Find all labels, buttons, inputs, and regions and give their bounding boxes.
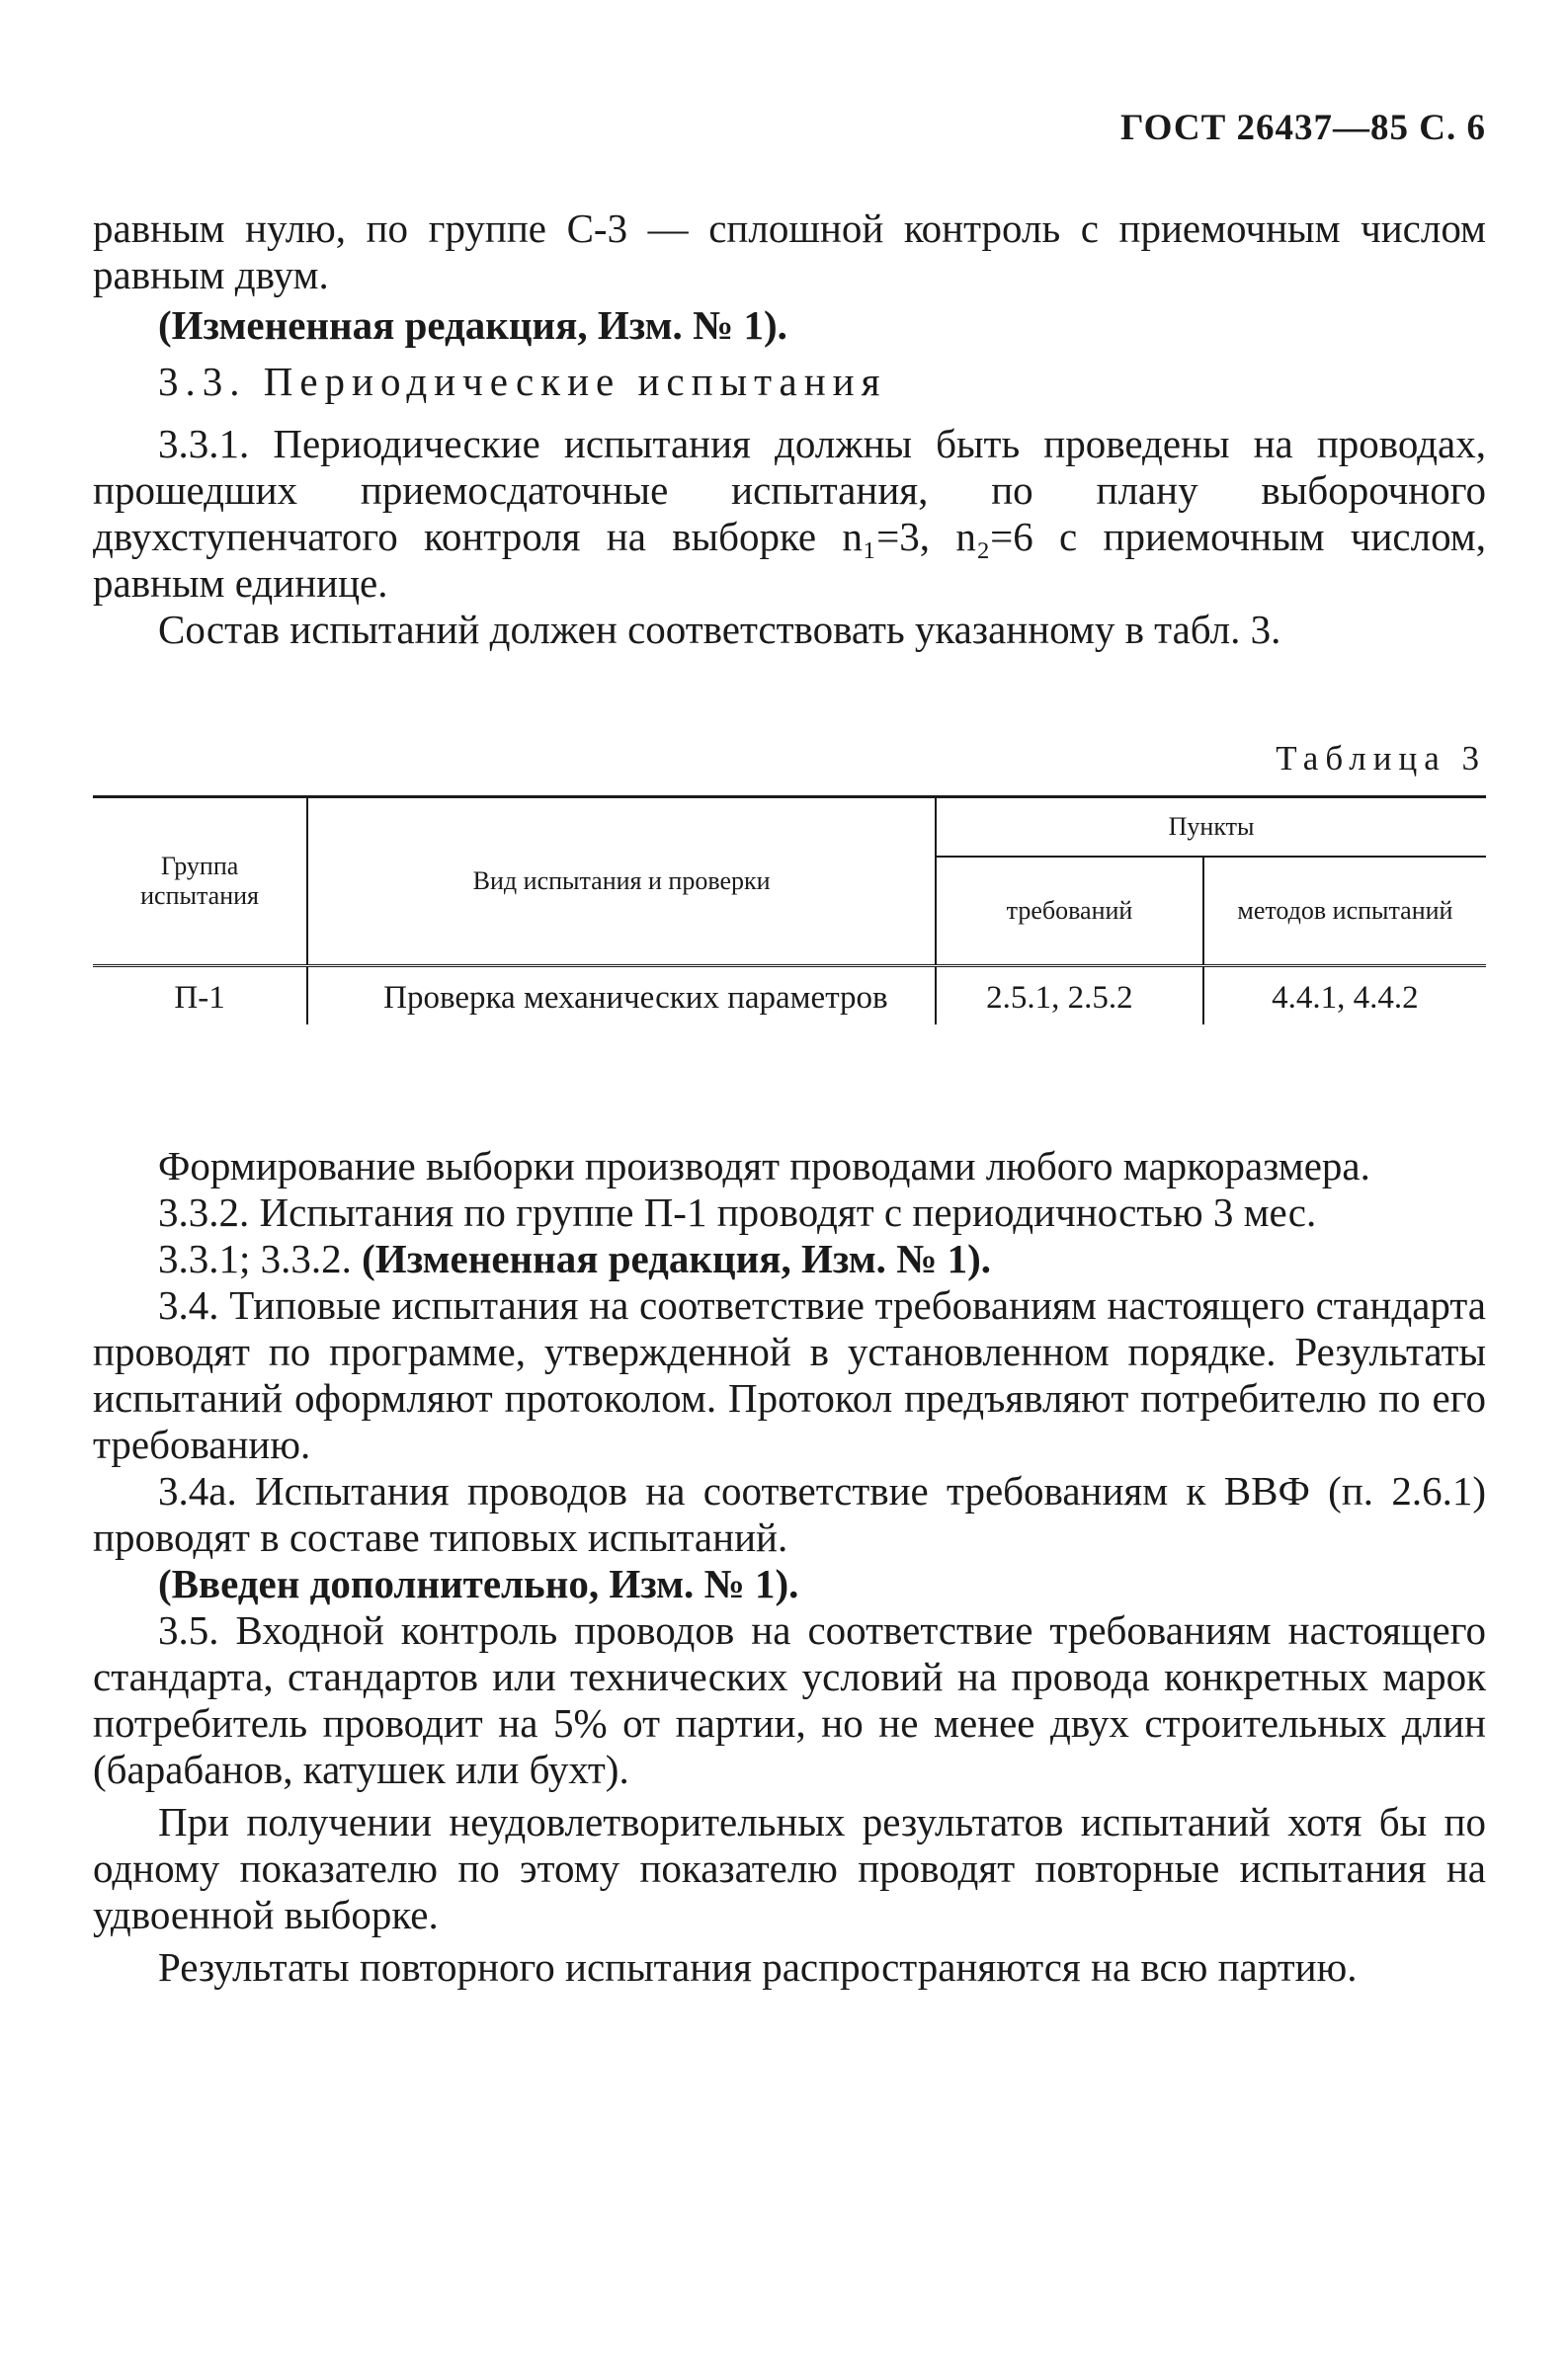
paragraph-sample-forming: Формирование выборки производят проводами любого маркоразмера.	[158, 1143, 1370, 1188]
section-heading-periodic-tests: 3.3. Периодические испытания	[158, 359, 887, 404]
header-requirements: требований	[936, 857, 1203, 966]
header-points: Пункты	[936, 797, 1486, 858]
paragraph-3-3-2: 3.3.2. Испытания по группе П-1 проводят с периодичностью 3 мес.	[158, 1189, 1317, 1235]
paragraph-3-5: 3.5. Входной контроль проводов на соответствие требованиям настоящего стандарта, стандартов или технических условий на провода конкретных марок потребитель проводит на 5% от партии, но не менее двух строительных длин (барабанов, катушек или бухт).	[93, 1607, 1486, 1792]
paragraph-3-3-1: 3.3.1. Периодические испытания должны быть проведены на проводах, прошедших приемосдаточные испытания, по плану выборочного двухступенчатого контроля на выборке n₁=3, n₂=6 с приемочным числом, равным единице.	[93, 421, 1486, 606]
paragraph-continuation: равным нулю, по группе С-3 — сплошной контроль с приемочным числом равным двум.	[93, 205, 1486, 297]
paragraph-repeat-tests: При получении неудовлетворительных результатов испытаний хотя бы по одному показателю по этому показателю проводят повторные испытания на удвоенной выборке.	[93, 1799, 1486, 1937]
table-caption: Таблица 3	[1276, 739, 1486, 778]
table-header-row	[93, 797, 1486, 858]
header-test-type: Вид испытания и проверки	[307, 797, 936, 966]
document-page	[93, 0, 1486, 2376]
paragraph-repeat-results: Результаты повторного испытания распространяются на всю партию.	[158, 1944, 1358, 1990]
header-group: Группа испытания	[93, 797, 307, 966]
top-text-block	[93, 205, 1486, 653]
tests-table	[93, 795, 1486, 1024]
cell-methods: 4.4.1, 4.4.2	[1272, 980, 1419, 1016]
amendment-note: (Измененная редакция, Изм. № 1).	[158, 302, 787, 348]
cell-group: П-1	[93, 967, 307, 1024]
amendment-note-3-3: 3.3.1; 3.3.2. (Измененная редакция, Изм. № 1).	[158, 1236, 992, 1281]
bottom-text-block	[93, 1143, 1486, 1991]
cell-test-type: Проверка механических параметров	[307, 967, 936, 1024]
cell-requirements: 2.5.1, 2.5.2	[936, 967, 1203, 1024]
header-methods: методов испытаний	[1203, 857, 1486, 966]
table-row	[93, 967, 1486, 1024]
paragraph-3-4: 3.4. Типовые испытания на соответствие требованиям настоящего стандарта проводят по программе, утвержденной в установленном порядке. Результаты испытаний оформляют протоколом. Протокол предъявляют потребителю по его требованию.	[93, 1282, 1486, 1467]
paragraph-test-composition: Состав испытаний должен соответствовать указанному в табл. 3.	[158, 607, 1281, 652]
amendment-note-introduced: (Введен дополнительно, Изм. № 1).	[158, 1561, 799, 1606]
running-header: ГОСТ 26437—85 С. 6	[1120, 108, 1486, 148]
paragraph-3-4a: 3.4а. Испытания проводов на соответствие требованиям к ВВФ (п. 2.6.1) проводят в составе типовых испытаний.	[93, 1468, 1486, 1560]
